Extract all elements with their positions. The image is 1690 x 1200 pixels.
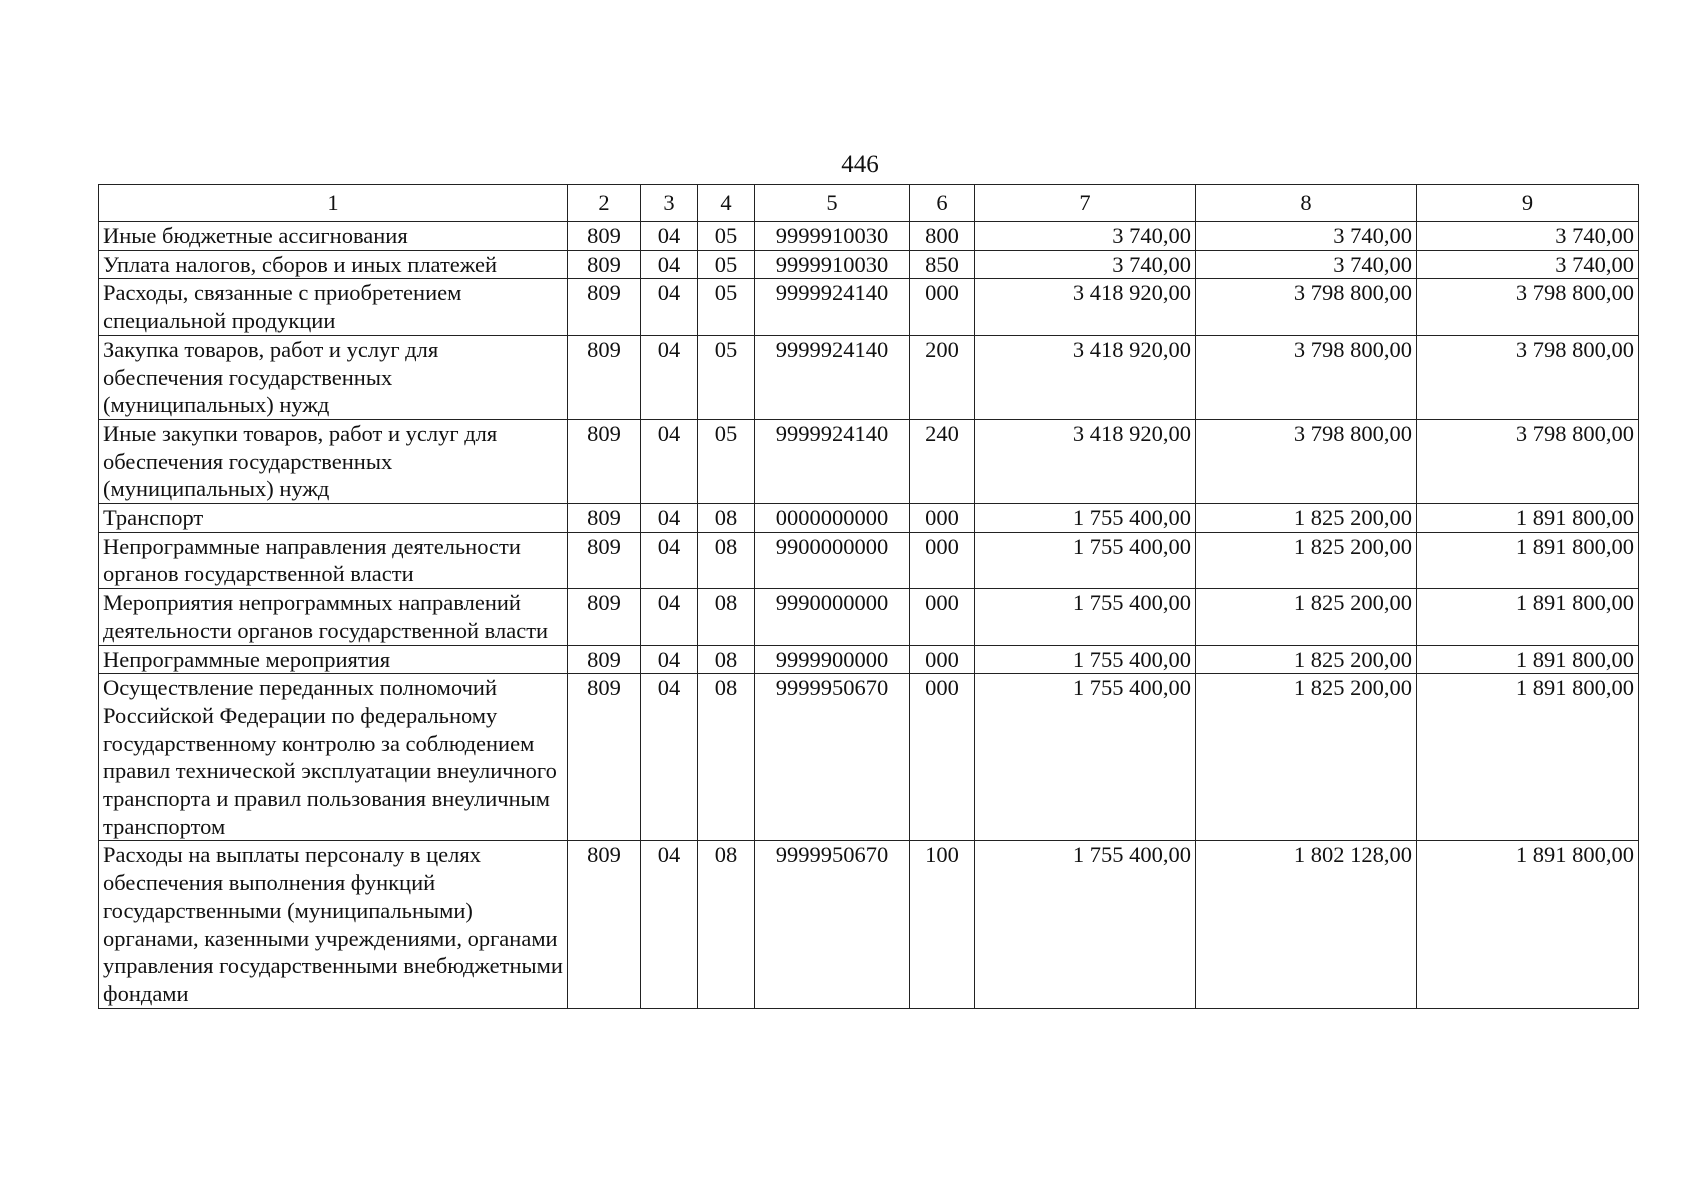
target-article-cell: 9999910030 [755, 250, 910, 279]
subsection-code-cell: 05 [698, 279, 755, 335]
amount-cell-7: 1 755 400,00 [975, 532, 1196, 588]
subsection-code-cell: 08 [698, 589, 755, 645]
expense-type-cell: 000 [910, 645, 975, 674]
ministry-code-cell: 809 [568, 532, 641, 588]
target-article-cell: 9999924140 [755, 279, 910, 335]
row-name-cell: Транспорт [99, 504, 568, 533]
amount-cell-7: 3 740,00 [975, 250, 1196, 279]
expense-type-cell: 240 [910, 419, 975, 503]
amount-cell-8: 1 802 128,00 [1196, 841, 1417, 1008]
subsection-code-cell: 05 [698, 335, 755, 419]
ministry-code-cell: 809 [568, 419, 641, 503]
section-code-cell: 04 [641, 589, 698, 645]
expense-type-cell: 100 [910, 841, 975, 1008]
expense-type-cell: 000 [910, 532, 975, 588]
table-row [99, 841, 1639, 1008]
page-number: 446 [841, 151, 879, 178]
section-code-cell: 04 [641, 841, 698, 1008]
section-code-cell: 04 [641, 335, 698, 419]
subsection-code-cell: 05 [698, 250, 755, 279]
table-row [99, 589, 1639, 645]
subsection-code-cell: 05 [698, 419, 755, 503]
table-row [99, 222, 1639, 251]
amount-cell-7: 3 418 920,00 [975, 419, 1196, 503]
amount-cell-8: 3 798 800,00 [1196, 419, 1417, 503]
section-code-cell: 04 [641, 419, 698, 503]
amount-cell-9: 1 891 800,00 [1417, 532, 1639, 588]
amount-cell-7: 1 755 400,00 [975, 645, 1196, 674]
section-code-cell: 04 [641, 279, 698, 335]
column-header: 1 [99, 185, 568, 222]
amount-cell-9: 3 798 800,00 [1417, 279, 1639, 335]
ministry-code-cell: 809 [568, 222, 641, 251]
subsection-code-cell: 08 [698, 674, 755, 841]
amount-cell-7: 3 418 920,00 [975, 335, 1196, 419]
subsection-code-cell: 05 [698, 222, 755, 251]
section-code-cell: 04 [641, 222, 698, 251]
ministry-code-cell: 809 [568, 250, 641, 279]
row-name-cell: Иные бюджетные ассигнования [99, 222, 568, 251]
row-name-cell: Непрограммные мероприятия [99, 645, 568, 674]
column-header: 6 [910, 185, 975, 222]
subsection-code-cell: 08 [698, 532, 755, 588]
amount-cell-7: 3 418 920,00 [975, 279, 1196, 335]
amount-cell-8: 3 798 800,00 [1196, 335, 1417, 419]
amount-cell-8: 3 740,00 [1196, 222, 1417, 251]
amount-cell-8: 1 825 200,00 [1196, 504, 1417, 533]
ministry-code-cell: 809 [568, 645, 641, 674]
table-row [99, 532, 1639, 588]
target-article-cell: 9999950670 [755, 841, 910, 1008]
amount-cell-8: 3 740,00 [1196, 250, 1417, 279]
row-name-cell: Расходы на выплаты персоналу в целях обеспечения выполнения функций государственными (муниципальными) органами, казенными учреждениями, органами управления государственными внебюджетными фондами [99, 841, 568, 1008]
row-name-cell: Расходы, связанные с приобретением специальной продукции [99, 279, 568, 335]
amount-cell-8: 1 825 200,00 [1196, 532, 1417, 588]
ministry-code-cell: 809 [568, 335, 641, 419]
target-article-cell: 9999924140 [755, 335, 910, 419]
table-row [99, 419, 1639, 503]
ministry-code-cell: 809 [568, 589, 641, 645]
amount-cell-8: 1 825 200,00 [1196, 645, 1417, 674]
amount-cell-7: 3 740,00 [975, 222, 1196, 251]
column-header: 9 [1417, 185, 1639, 222]
row-name-cell: Уплата налогов, сборов и иных платежей [99, 250, 568, 279]
ministry-code-cell: 809 [568, 279, 641, 335]
column-header: 4 [698, 185, 755, 222]
amount-cell-9: 3 740,00 [1417, 222, 1639, 251]
amount-cell-8: 1 825 200,00 [1196, 589, 1417, 645]
table-row [99, 279, 1639, 335]
table-row [99, 504, 1639, 533]
row-name-cell: Непрограммные направления деятельности органов государственной власти [99, 532, 568, 588]
table-row [99, 674, 1639, 841]
ministry-code-cell: 809 [568, 504, 641, 533]
target-article-cell: 9999924140 [755, 419, 910, 503]
amount-cell-7: 1 755 400,00 [975, 841, 1196, 1008]
expense-type-cell: 800 [910, 222, 975, 251]
section-code-cell: 04 [641, 504, 698, 533]
expense-type-cell: 000 [910, 504, 975, 533]
amount-cell-9: 3 798 800,00 [1417, 419, 1639, 503]
section-code-cell: 04 [641, 674, 698, 841]
column-header: 8 [1196, 185, 1417, 222]
amount-cell-9: 1 891 800,00 [1417, 504, 1639, 533]
column-header: 7 [975, 185, 1196, 222]
row-name-cell: Иные закупки товаров, работ и услуг для обеспечения государственных (муниципальных) нужд [99, 419, 568, 503]
target-article-cell: 9999910030 [755, 222, 910, 251]
table-row [99, 335, 1639, 419]
row-name-cell: Осуществление переданных полномочий Российской Федерации по федеральному государственному контролю за соблюдением правил технической эксплуатации внеуличного транспорта и правил пользования внеуличным транспортом [99, 674, 568, 841]
subsection-code-cell: 08 [698, 841, 755, 1008]
target-article-cell: 9900000000 [755, 532, 910, 588]
target-article-cell: 9990000000 [755, 589, 910, 645]
amount-cell-9: 3 798 800,00 [1417, 335, 1639, 419]
subsection-code-cell: 08 [698, 645, 755, 674]
section-code-cell: 04 [641, 532, 698, 588]
target-article-cell: 0000000000 [755, 504, 910, 533]
budget-table [98, 184, 1639, 1009]
header-row [99, 185, 1639, 222]
ministry-code-cell: 809 [568, 841, 641, 1008]
amount-cell-8: 3 798 800,00 [1196, 279, 1417, 335]
target-article-cell: 9999900000 [755, 645, 910, 674]
expense-type-cell: 000 [910, 674, 975, 841]
amount-cell-7: 1 755 400,00 [975, 504, 1196, 533]
expense-type-cell: 000 [910, 589, 975, 645]
amount-cell-9: 1 891 800,00 [1417, 674, 1639, 841]
expense-type-cell: 200 [910, 335, 975, 419]
amount-cell-9: 1 891 800,00 [1417, 645, 1639, 674]
amount-cell-9: 1 891 800,00 [1417, 841, 1639, 1008]
expense-type-cell: 000 [910, 279, 975, 335]
row-name-cell: Мероприятия непрограммных направлений деятельности органов государственной власти [99, 589, 568, 645]
expense-type-cell: 850 [910, 250, 975, 279]
table-row [99, 645, 1639, 674]
amount-cell-9: 1 891 800,00 [1417, 589, 1639, 645]
subsection-code-cell: 08 [698, 504, 755, 533]
column-header: 3 [641, 185, 698, 222]
amount-cell-7: 1 755 400,00 [975, 674, 1196, 841]
target-article-cell: 9999950670 [755, 674, 910, 841]
amount-cell-7: 1 755 400,00 [975, 589, 1196, 645]
amount-cell-8: 1 825 200,00 [1196, 674, 1417, 841]
row-name-cell: Закупка товаров, работ и услуг для обеспечения государственных (муниципальных) нужд [99, 335, 568, 419]
section-code-cell: 04 [641, 645, 698, 674]
ministry-code-cell: 809 [568, 674, 641, 841]
amount-cell-9: 3 740,00 [1417, 250, 1639, 279]
column-header: 2 [568, 185, 641, 222]
section-code-cell: 04 [641, 250, 698, 279]
column-header: 5 [755, 185, 910, 222]
table-row [99, 250, 1639, 279]
